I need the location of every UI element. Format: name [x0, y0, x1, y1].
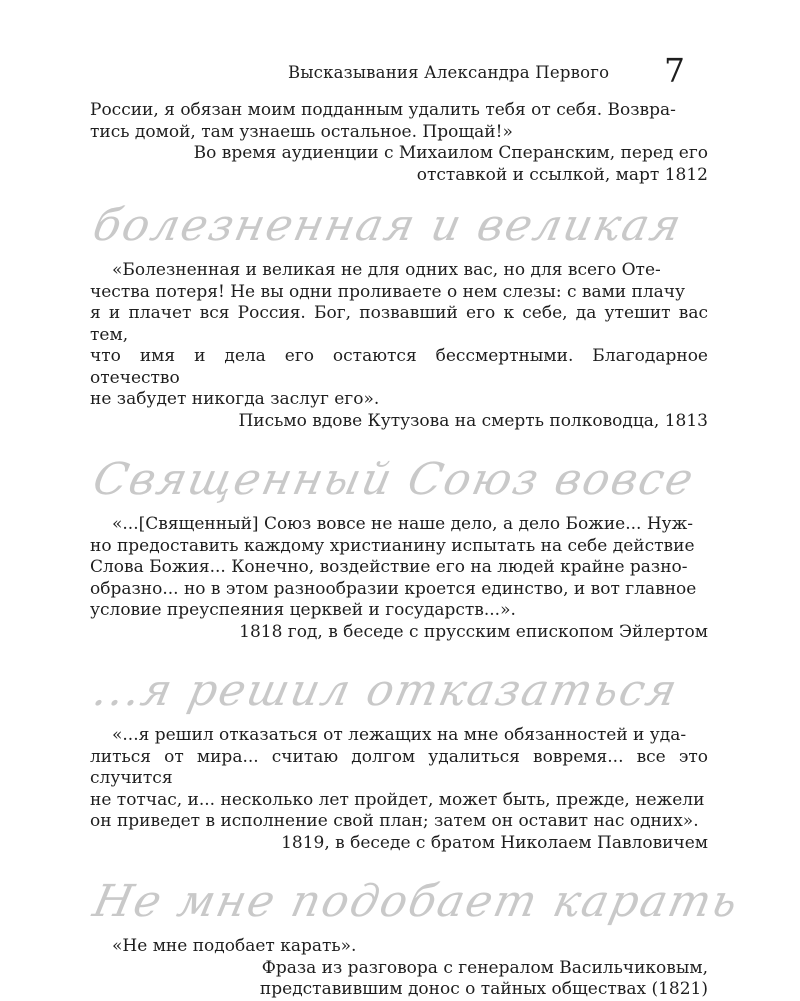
quote-text-line: Слова Божия... Конечно, воздействие его на людей крайне разно-	[90, 557, 688, 577]
quote-source-line: 1819, в беседе с братом Николаем Павловичем	[281, 832, 708, 853]
continuation-block	[90, 100, 708, 186]
decorative-heading: ...я решил отказаться	[88, 665, 684, 716]
quote-block	[90, 198, 708, 432]
continuation-text-line: России, я обязан моим подданным удалить тебя от себя. Возвра-	[90, 100, 676, 120]
quote-text-line: чества потеря! Не вы одни проливаете о нем слезы: с вами плачу	[90, 281, 686, 302]
quote-source-line: Письмо вдове Кутузова на смерть полководца, 1813	[238, 410, 708, 431]
quote-block	[90, 452, 708, 643]
quote-text-line: что имя и дела его остаются бессмертными. Благодарное отечество	[90, 346, 708, 388]
quote-source-line: представившим донос о тайных обществах (1821)	[259, 979, 708, 999]
quote-text-line: я и плачет вся Россия. Бог, позвавший его к себе, да утешит вас тем,	[90, 303, 708, 345]
quote-source-line: 1818 год, в беседе с прусским епископом Эйлертом	[239, 621, 708, 642]
quote-text-line: условие преуспеяния церквей и государств...».	[90, 600, 516, 620]
quote-text-line: не забудет никогда заслуг его».	[90, 389, 380, 409]
quote-text-line: литься от мира... считаю долгом удалиться вовремя... все это случится	[90, 746, 708, 788]
page-body	[88, 100, 744, 1001]
quote-text-line: «Не мне подобает карать».	[112, 936, 357, 956]
quote-text-line: «...я решил отказаться от лежащих на мне обязанностей и уда-	[112, 725, 687, 745]
decorative-heading: Священный Союз вовсе	[88, 454, 700, 505]
quote-block	[90, 663, 708, 854]
continuation-source-line: Во время аудиенции с Михаилом Сперанским, перед его	[193, 143, 708, 163]
quote-block	[88, 874, 744, 1001]
quote-text-line: но предоставить каждому христианину испытать на себе действие	[90, 535, 695, 556]
continuation-source-line: отставкой и ссылкой, март 1812	[416, 164, 708, 185]
running-header-title: Высказывания Александра Первого	[288, 63, 610, 82]
decorative-heading: болезненная и великая	[88, 200, 688, 251]
quote-text-line: «...[Священный] Союз вовсе не наше дело, а дело Божие... Нуж-	[112, 514, 694, 534]
quote-text-line: «Болезненная и великая не для одних вас, но для всего Оте-	[112, 260, 661, 280]
decorative-heading: Не мне подобает карать	[88, 876, 744, 927]
page-number: 7	[664, 51, 685, 90]
quote-text-line: образно... но в этом разнообразии кроется единство, и вот главное	[90, 578, 697, 599]
quote-source-line: Фраза из разговора с генералом Васильчиковым,	[261, 957, 708, 978]
quote-text-line: он приведет в исполнение свой план; затем он оставит нас одних».	[90, 811, 699, 831]
quote-text-line: не тотчас, и... несколько лет пройдет, может быть, прежде, нежели	[90, 789, 705, 810]
continuation-text-line: тись домой, там узнаешь остальное. Прощай!»	[90, 121, 513, 142]
